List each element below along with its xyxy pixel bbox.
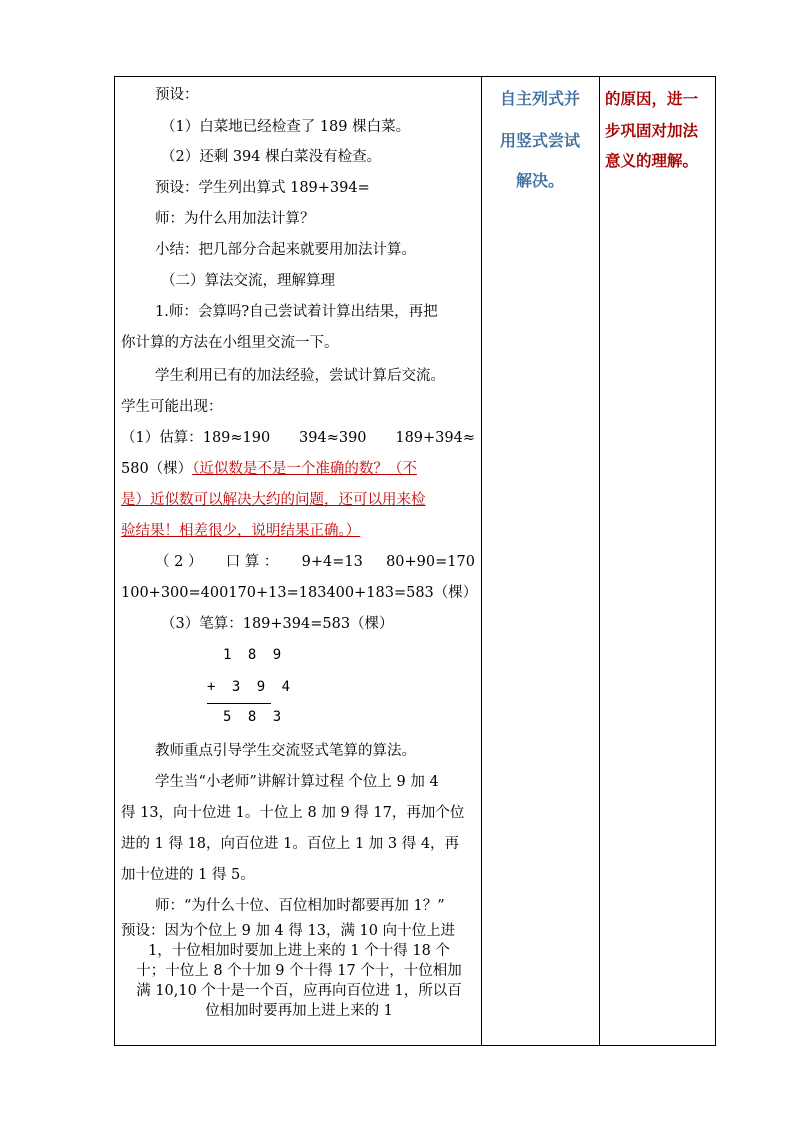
section-heading: （二）算法交流，理解算理: [161, 273, 335, 289]
text-line: 师：为什么用加法计算？: [155, 211, 315, 227]
mental-calc-part: 80+90=170: [386, 554, 475, 570]
text-line: 你计算的方法在小组里交流一下。: [121, 335, 339, 351]
estimate-part: 189+394≈: [395, 430, 475, 446]
red-note: （近似数是不是一个准确的数？（不: [192, 461, 417, 477]
text-line: 得 13，向十位进 1。十位上 8 加 9 得 17，再加个位: [121, 805, 465, 821]
text-line: 加十位进的 1 得 5。: [121, 867, 255, 883]
intent-line: 的原因，进一: [605, 89, 699, 108]
red-note: 验结果！相差很少，说明结果正确。）: [121, 523, 361, 539]
mental-calc-part: 9+4=13: [301, 554, 363, 570]
estimate-part: （1）估算：189≈190: [121, 430, 271, 446]
text-line: （1）白菜地已经检查了 189 棵白菜。: [161, 119, 411, 135]
text-line: 学生利用已有的加法经验，尝试计算后交流。: [155, 368, 445, 384]
text-line: 师：“为什么十位、百位相加时都要再加 1？”: [155, 898, 445, 914]
text-line: 1，十位相加时要加上进上来的 1 个十得 18 个: [148, 943, 450, 959]
text-line: 满 10,10 个十是一个百，应再向百位进 1，所以百: [136, 983, 462, 999]
intent-line: 意义的理解。: [605, 151, 699, 170]
estimate-result: 580（棵）: [121, 461, 193, 477]
text-line: 预设：学生列出算式 189+394=: [155, 180, 370, 196]
mental-calc-line: [155, 552, 475, 572]
text-line: （3）笔算：189+394=583（棵）: [161, 616, 394, 632]
text-line: 十；十位上 8 个十加 9 个十得 17 个十，十位相加: [136, 963, 462, 979]
intent-line: 步巩固对加法: [605, 121, 699, 140]
vertical-calc-rule: [207, 703, 271, 704]
vertical-calc-addend: + 3 9 4: [207, 679, 295, 695]
text-line: 预设：: [155, 87, 199, 103]
text-line: （2）还剩 394 棵白菜没有检查。: [161, 149, 382, 165]
text-line: 预设：因为个位上 9 加 4 得 13，满 10 向十位上进: [121, 923, 456, 939]
text-line: 位相加时要再加上进上来的 1: [205, 1003, 393, 1019]
mental-calc-part: 400+183=583（棵）: [326, 585, 478, 601]
vertical-calc-addend: 1 8 9: [223, 647, 286, 663]
text-line: 进的 1 得 18，向百位进 1。百位上 1 加 3 得 4，再: [121, 836, 460, 852]
text-line: 1.师：会算吗?自己尝试着计算出结果，再把: [155, 304, 438, 320]
mental-calc-line: [121, 583, 478, 603]
text-line: 学生当“小老师”讲解计算过程 个位上 9 加 4: [155, 774, 439, 790]
estimate-line: [121, 428, 475, 448]
text-line: 小结：把几部分合起来就要用加法计算。: [155, 242, 416, 258]
mental-calc-part: （ 2 ）: [155, 554, 203, 570]
activity-line: 自主列式并: [499, 89, 580, 108]
mental-calc-part: 口 算 ：: [225, 554, 279, 570]
lesson-table: [114, 76, 716, 1046]
activity-line: 解决。: [515, 171, 564, 190]
text-line: 学生可能出现：: [121, 399, 223, 415]
vertical-calc-sum: 5 8 3: [223, 709, 286, 725]
mental-calc-part: 170+13=183: [228, 585, 327, 601]
column-divider: [599, 77, 600, 1045]
red-note: 是）近似数可以解决大约的问题，还可以用来检: [121, 492, 426, 508]
estimate-part: 394≈390: [299, 430, 367, 446]
text-line: 教师重点引导学生交流竖式笔算的算法。: [155, 743, 416, 759]
column-divider: [481, 77, 482, 1045]
text-line: [121, 459, 417, 479]
mental-calc-part: 100+300=400: [121, 585, 229, 601]
activity-line: 用竖式尝试: [499, 131, 580, 150]
